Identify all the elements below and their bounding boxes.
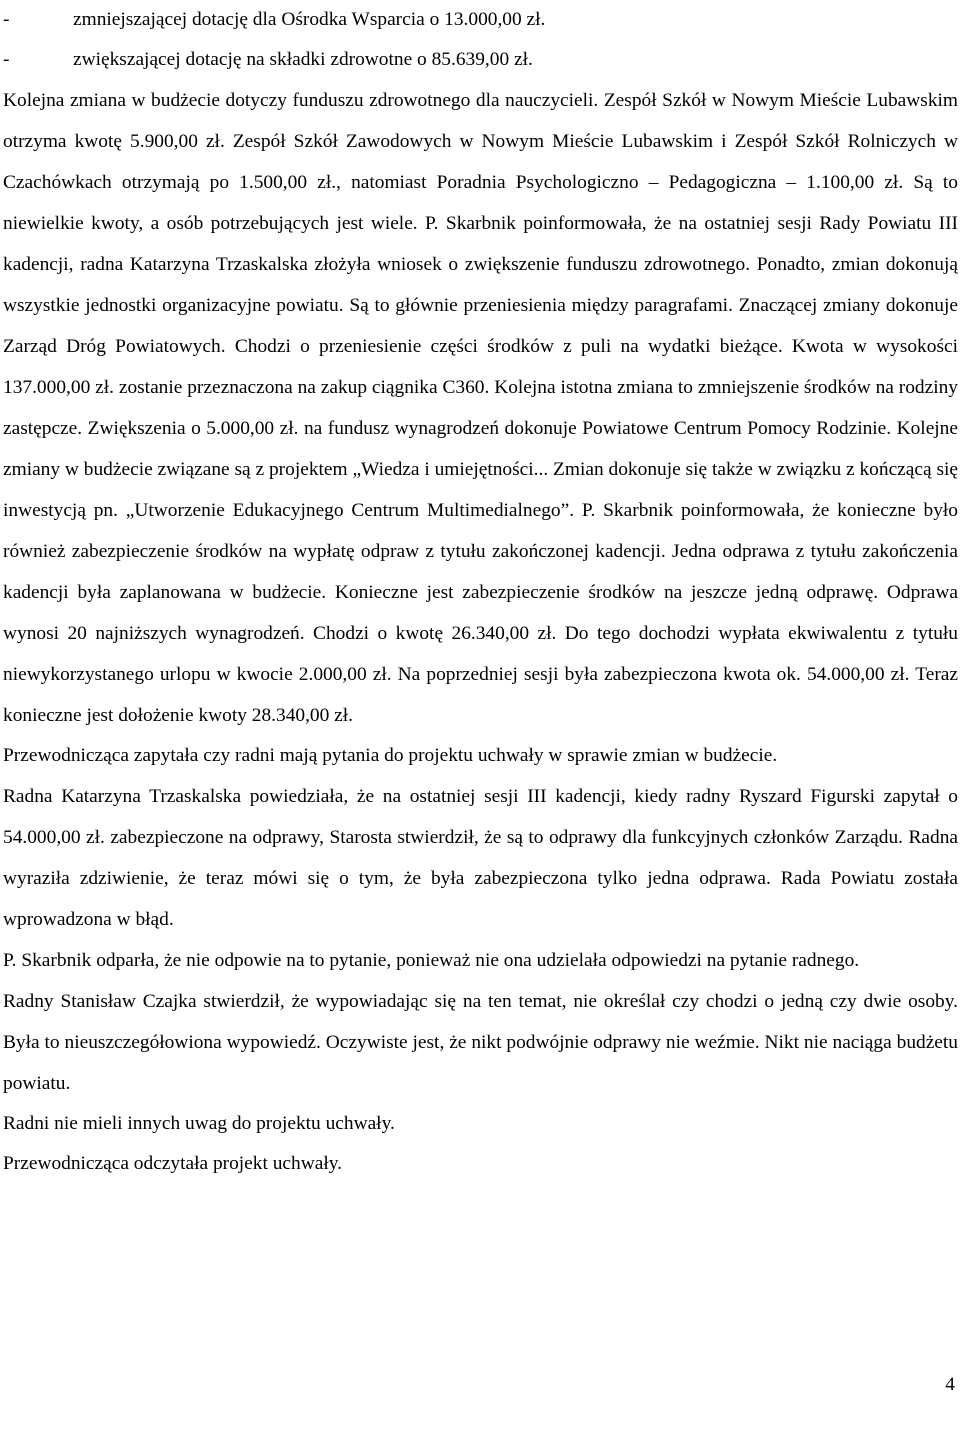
paragraph-chair-question: Przewodnicząca zapytała czy radni mają pytania do projektu uchwały w sprawie zmian w budżecie. <box>3 745 778 766</box>
document-body <box>3 0 958 1184</box>
page-number: 4 <box>945 1374 955 1395</box>
list-dash: - <box>3 9 10 30</box>
paragraph-resolution-read: Przewodnicząca odczytała projekt uchwały. <box>3 1153 342 1174</box>
paragraph-no-remarks: Radni nie mieli innych uwag do projektu uchwały. <box>3 1113 395 1134</box>
list-item <box>3 0 958 40</box>
list-item-text: zmniejszającej dotację dla Ośrodka Wsparcia o 13.000,00 zł. <box>73 9 546 30</box>
list-item-text: zwiększającej dotację na składki zdrowotne o 85.639,00 zł. <box>73 49 533 70</box>
list-item <box>3 40 958 80</box>
paragraph-councillor-trzaskalska: Radna Katarzyna Trzaskalska powiedziała, że na ostatniej sesji III kadencji, kiedy radny Ryszard Figurski zapytał o 54.000,00 zł. zabezpieczone na odprawy, Starosta stwierdził, że są to odprawy dla funkcyjnych członków Zarządu. Radna wyraziła zdziwienie, że teraz mówi się o tym, że była zabezpieczona tylko jedna odprawa. Rada Powiatu została wprowadzona w błąd. <box>3 786 958 930</box>
list-dash: - <box>3 49 10 70</box>
paragraph-councillor-czajka: Radny Stanisław Czajka stwierdził, że wypowiadając się na ten temat, nie określał czy chodzi o jedną czy dwie osoby. Była to nieuszczegółowiona wypowiedź. Oczywiste jest, że nikt podwójnie odprawy nie weźmie. Nikt nie naciąga budżetu powiatu. <box>3 991 958 1094</box>
paragraph-treasurer-reply: P. Skarbnik odparła, że nie odpowie na to pytanie, ponieważ nie ona udzielała odpowiedzi na pytanie radnego. <box>3 950 860 971</box>
paragraph-budget-changes: Kolejna zmiana w budżecie dotyczy funduszu zdrowotnego dla nauczycieli. Zespół Szkół w Nowym Mieście Lubawskim otrzyma kwotę 5.900,00 zł. Zespół Szkół Zawodowych w Nowym Mieście Lubawskim i Zespół Szkół Rolniczych w Czachówkach otrzymają po 1.500,00 zł., natomiast Poradnia Psychologiczno – Pedagogiczna – 1.100,00 zł. Są to niewielkie kwoty, a osób potrzebujących jest wiele. P. Skarbnik poinformowała, że na ostatniej sesji Rady Powiatu III kadencji, radna Katarzyna Trzaskalska złożyła wniosek o zwiększenie funduszu zdrowotnego. Ponadto, zmian dokonują wszystkie jednostki organizacyjne powiatu. Są to głównie przeniesienia między paragrafami. Znaczącej zmiany dokonuje Zarząd Dróg Powiatowych. Chodzi o przeniesienie części środków z puli na wydatki bieżące. Kwota w wysokości 137.000,00 zł. zostanie przeznaczona na zakup ciągnika C360. Kolejna istotna zmiana to zmniejszenie środków na rodziny zastępcze. Zwiększenia o 5.000,00 zł. na fundusz wynagrodzeń dokonuje Powiatowe Centrum Pomocy Rodzinie. Kolejne zmiany w budżecie związane są z projektem „Wiedza i umiejętności... Zmian dokonuje się także w związku z kończącą się inwestycją pn. „Utworzenie Edukacyjnego Centrum Multimedialnego”. P. Skarbnik poinformowała, że konieczne było również zabezpieczenie środków na wypłatę odpraw z tytułu zakończonej kadencji. Jedna odprawa z tytułu zakończenia kadencji była zaplanowana w budżecie. Konieczne jest zabezpieczenie środków na jeszcze jedną odprawę. Odprawa wynosi 20 najniższych wynagrodzeń. Chodzi o kwotę 26.340,00 zł. Do tego dochodzi wypłata ekwiwalentu z tytułu niewykorzystanego urlopu w kwocie 2.000,00 zł. Na poprzedniej sesji była zabezpieczona kwota ok. 54.000,00 zł. Teraz konieczne jest dołożenie kwoty 28.340,00 zł. <box>3 90 958 726</box>
